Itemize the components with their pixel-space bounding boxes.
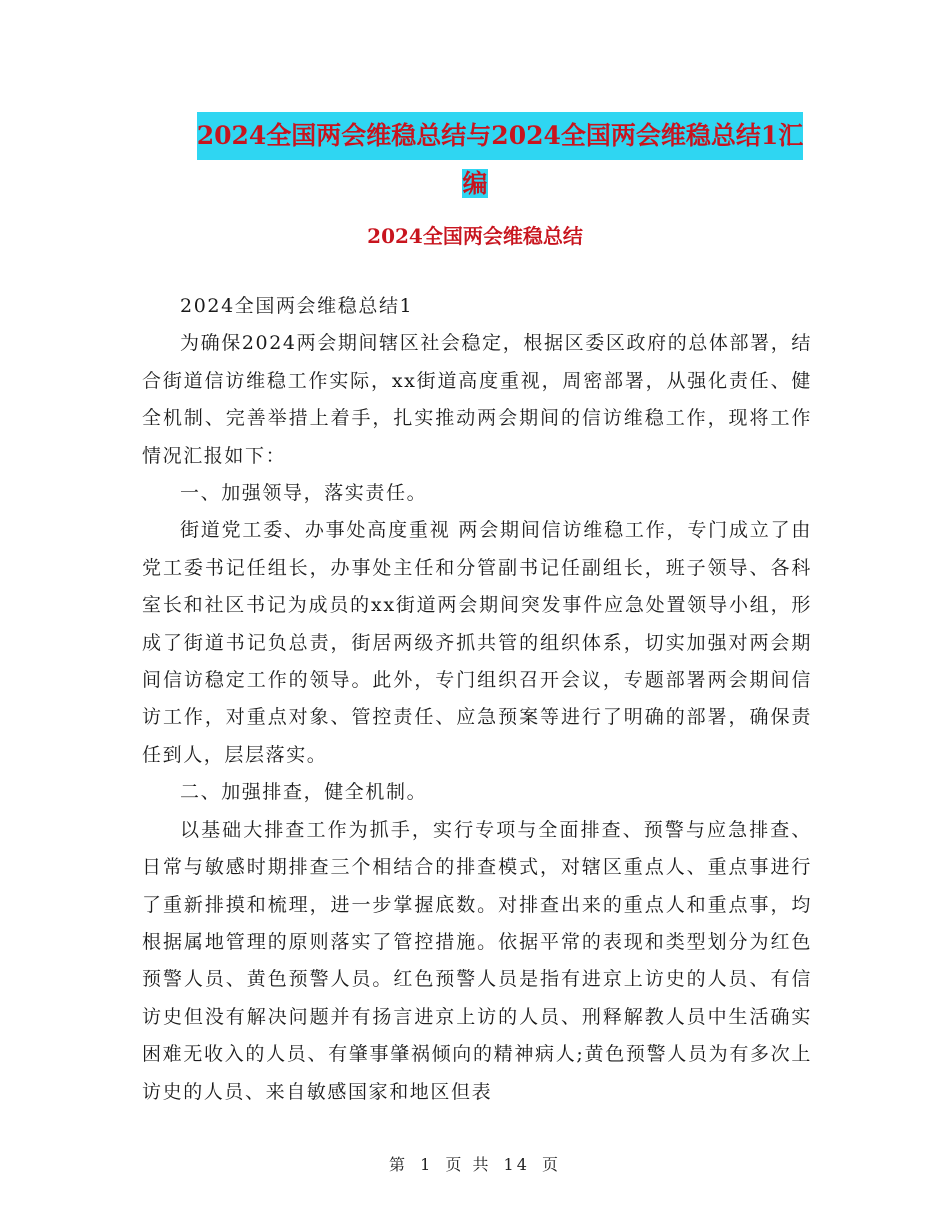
section-title: 2024全国两会维稳总结: [367, 224, 583, 248]
paragraph-heading: 2024全国两会维稳总结1: [180, 295, 414, 317]
paragraph-intro: 为确保2024两会期间辖区社会稳定，根据区委区政府的总体部署，结合街道信访维稳工作实际，xx街道高度重视，周密部署，从强化责任、健全机制、完善举措上着手，扎实推动两会期间的信访维稳工作，现将工作情况汇报如下：: [142, 332, 812, 467]
paragraph-section-2-heading: 二、加强排查，健全机制。: [180, 781, 428, 804]
document-title-line-1: 2024全国两会维稳总结与2024全国两会维稳总结1汇: [197, 112, 804, 160]
page-prefix: 第: [388, 1155, 408, 1174]
paragraph-section-1-heading: 一、加强领导，落实责任。: [180, 482, 428, 505]
document-title-line-2: 编: [462, 169, 488, 198]
page-footer: [0, 1152, 950, 1175]
page-mid: 页 共: [445, 1155, 492, 1174]
document-title: [0, 112, 950, 208]
document-body: [142, 288, 812, 1111]
page-total: 14: [503, 1155, 530, 1174]
paragraph-section-2-body: 以基础大排查工作为抓手，实行专项与全面排查、预警与应急排查、日常与敏感时期排查三个相结合的排查模式，对辖区重点人、重点事进行了重新排摸和梳理，进一步掌握底数。对排查出来的重点人和重点事，均根据属地管理的原则落实了管控措施。依据平常的表现和类型划分为红色预警人员、黄色预警人员。红色预警人员是指有进京上访史的人员、有信访史但没有解决问题并有扬言进京上访的人员、刑释解教人员中生活确实困难无收入的人员、有肇事肇祸倾向的精神病人;黄色预警人员为有多次上访史的人员、来自敏感国家和地区但表: [142, 818, 812, 1103]
paragraph-section-1-body: 街道党工委、办事处高度重视 两会期间信访维稳工作，专门成立了由党工委书记任组长，办事处主任和分管副书记任副组长，班子领导、各科室长和社区书记为成员的xx街道两会期间突发事件应急处置领导小组，形成了街道书记负总责，街居两级齐抓共管的组织体系，切实加强对两会期间信访稳定工作的领导。此外，专门组织召开会议，专题部署两会期间信访工作，对重点对象、管控责任、应急预案等进行了明确的部署，确保责任到人，层层落实。: [142, 519, 812, 766]
page-suffix: 页: [542, 1155, 562, 1174]
page-number: 1: [420, 1155, 434, 1174]
